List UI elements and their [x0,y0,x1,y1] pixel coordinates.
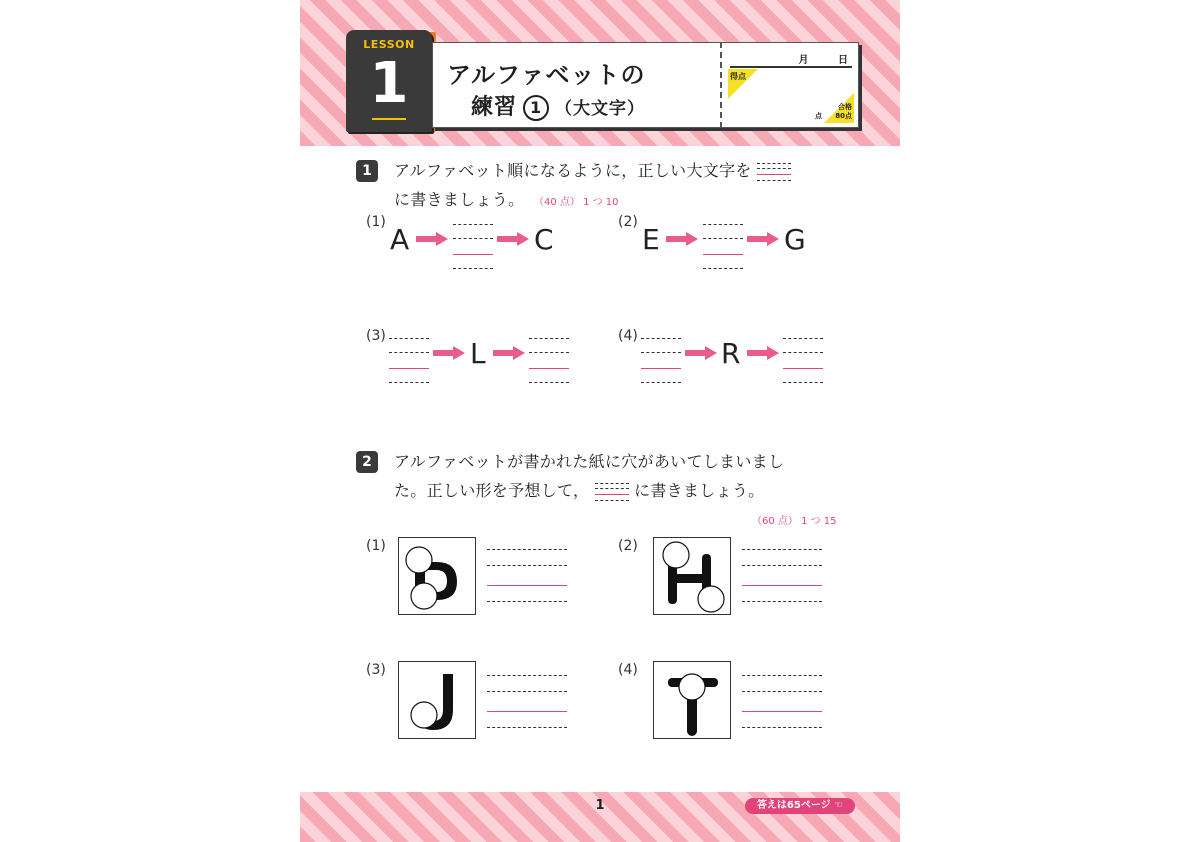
problem1-text2: に書きましょう。 [394,190,525,209]
title-line1: アルファベットの [447,61,646,89]
score-unit: 点 [815,112,822,120]
problem1-text1: アルファベット順になるように，正しい大文字を [394,161,752,180]
arrow-icon [416,232,450,246]
problem1-points: （40 点） 1 つ 10 [534,197,619,208]
problem2-text-line1: アルファベットが書かれた紙に穴があいてしまいまし [394,452,785,471]
problem2-points: （60 点） 1 つ 15 [752,516,837,527]
date-underline [730,66,852,68]
question-number: (2) [618,538,638,554]
answer-field-4a[interactable] [641,338,681,384]
hole-puzzle-D [398,537,476,615]
pass-label: 合格 [838,103,852,111]
answer-box-sample [757,163,791,181]
score-box [720,42,859,128]
lesson-number: 1 [369,51,409,116]
arrow-icon [685,346,719,360]
arrow-icon [747,346,781,360]
question-number: (4) [618,328,638,344]
question-number: (3) [366,328,386,344]
hole-puzzle-H [653,537,731,615]
problem2-text2b: に書きましょう。 [634,481,765,500]
title-line2 [471,90,645,121]
pass-score [835,103,852,121]
title-main: 練習 [471,95,518,120]
problem2-badge: 2 [356,451,378,473]
answer-field-p2-2[interactable] [742,549,822,603]
answer-field-2[interactable] [703,224,743,270]
worksheet-page [300,0,900,842]
problem1-badge: 1 [356,160,378,182]
problem1-text-line2 [394,185,524,214]
title-card [432,42,722,128]
answer-field-p2-3[interactable] [487,675,567,729]
lesson-underline [372,118,406,120]
hole-puzzle-J [398,661,476,739]
date-field: 月 日 [798,55,848,66]
letter-C: C [534,223,554,256]
arrow-icon [666,232,700,246]
arrow-icon [493,346,527,360]
question-number: (1) [366,214,386,230]
problem1-text-line1 [394,156,791,185]
arrow-icon [747,232,781,246]
question-number: (3) [366,662,386,678]
problem2-text-line2 [394,476,764,505]
lesson-word: LESSON [363,38,415,51]
letter-G: G [784,223,806,256]
answer-field-3a[interactable] [389,338,429,384]
answer-field-p2-4[interactable] [742,675,822,729]
question-number: (2) [618,214,638,230]
question-number: (4) [618,662,638,678]
score-label: 得点 [730,72,746,81]
answer-box-sample [595,483,629,501]
letter-A: A [390,223,410,256]
arrow-icon [497,232,531,246]
problem2-text2a: た。正しい形を予想して， [394,481,590,500]
letter-R: R [721,337,741,370]
hole-puzzle-T [653,661,731,739]
answer-field-3b[interactable] [529,338,569,384]
letter-E: E [642,223,660,256]
page-number: 1 [595,798,605,813]
answer-field-4b[interactable] [783,338,823,384]
letter-L: L [470,337,486,370]
question-number: (1) [366,538,386,554]
title-sub: （大文字） [555,99,646,119]
arrow-icon [433,346,467,360]
answer-field-1[interactable] [453,224,493,270]
title-circled-number: 1 [523,95,549,121]
answer-page-link[interactable]: 答えは65ページ ☜ [745,798,855,814]
pass-value: 80点 [835,112,852,120]
answer-field-p2-1[interactable] [487,549,567,603]
lesson-tab [346,30,432,132]
